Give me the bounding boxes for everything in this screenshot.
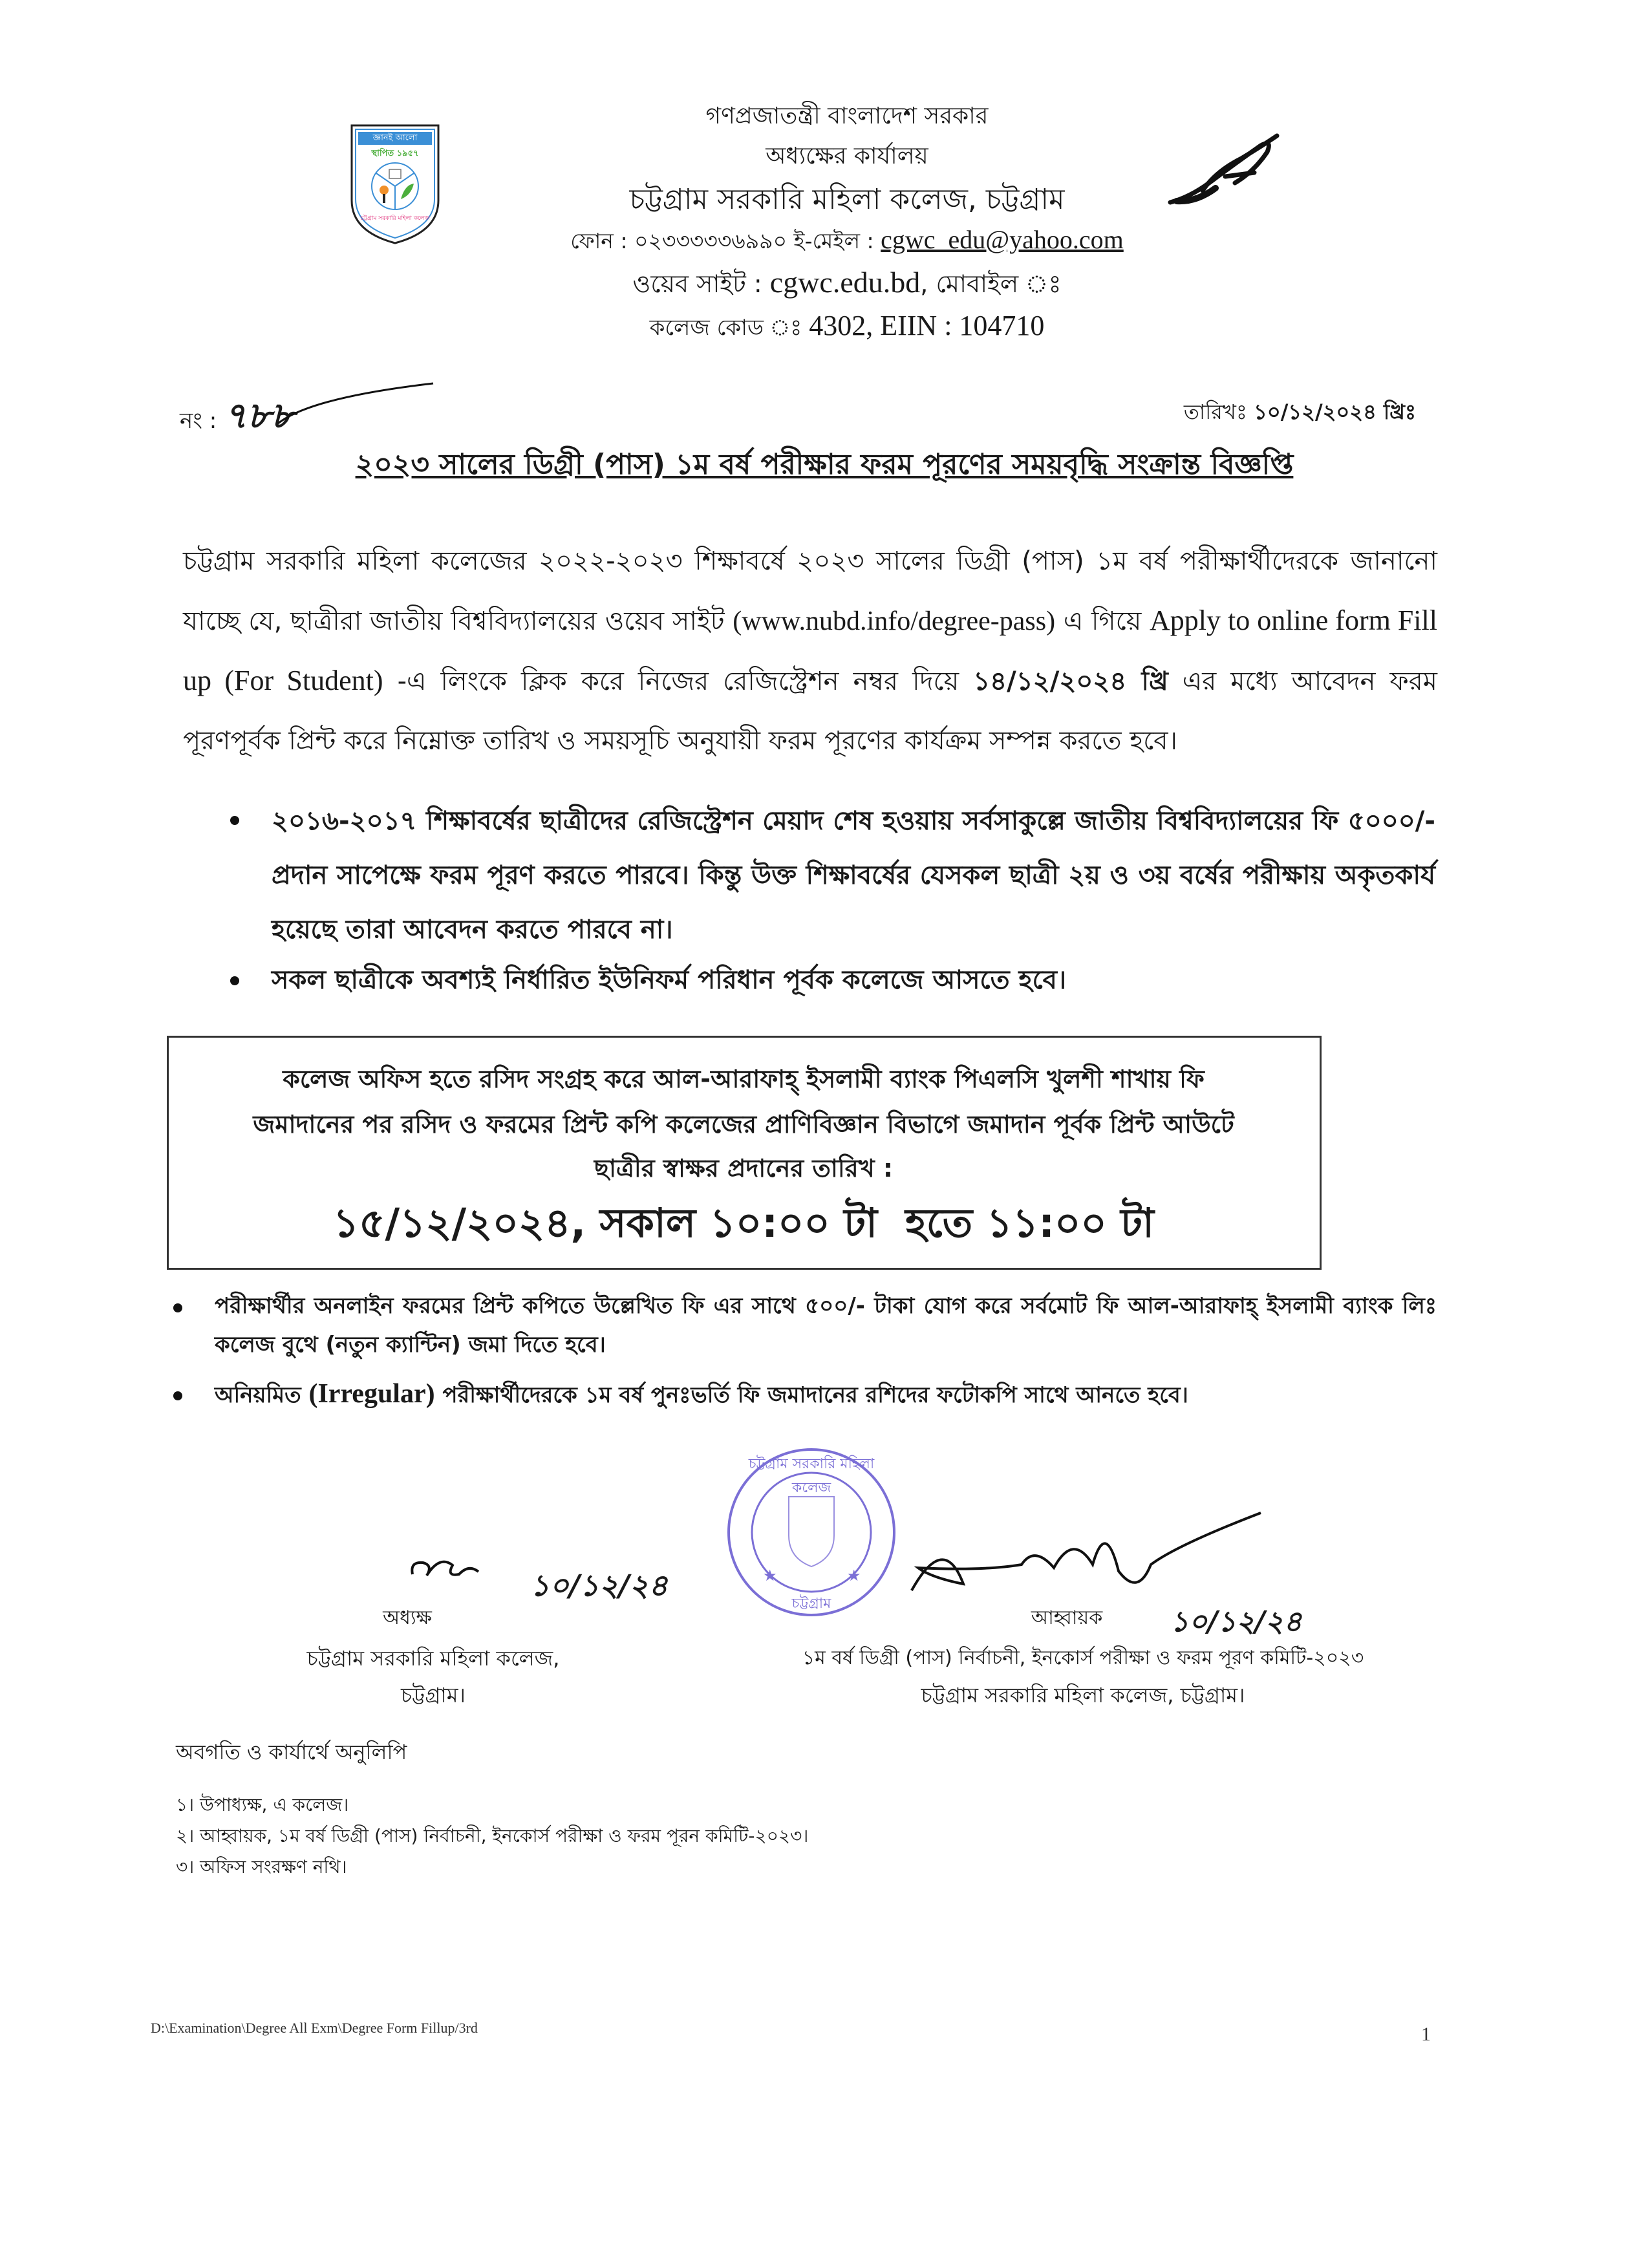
- code-value: 4302, EIIN : 104710: [809, 310, 1045, 341]
- date-value: ১০/১২/২০২৪ খ্রিঃ: [1254, 400, 1416, 424]
- date-label: তারিখঃ: [1183, 400, 1254, 424]
- body-intro: চট্টগ্রাম সরকারি মহিলা কলেজের ২০২২-২০২৩ শিক্ষাবর্ষে ২০২৩ সালের ডিগ্রী (পাস) ১ম বর্ষ পরীক্ষার্থীদেরকে জানানো যাচ্ছে যে, ছাত্রীরা জাতীয় বিশ্ববিদ্যালয়ের ওয়েব সাইট: [183, 546, 1437, 636]
- copies-heading: অবগতি ও কার্যার্থে অনুলিপি: [176, 1740, 407, 1764]
- bullet-fee-payment: পরীক্ষার্থীর অনলাইন ফরমের প্রিন্ট কপিতে উল্লেখিত ফি এর সাথে ৫০০/- টাকা যোগ করে সর্বমোট ফি আল-আরাফাহ্ ইসলামী ব্যাংক লিঃ কলেজ বুথে (নতুন ক্যান্টিন) জমা দিতে হবে।: [215, 1293, 1437, 1358]
- notice-body: [183, 531, 1437, 771]
- stamp-ring-text: চট্টগ্রাম সরকারি মহিলা কলেজ: [748, 1456, 875, 1496]
- memo-number-label: নং :: [180, 408, 224, 434]
- website-link[interactable]: cgwc.edu.bd: [769, 266, 921, 299]
- principal-signature: [407, 1548, 485, 1587]
- website-line: [453, 265, 1241, 306]
- body-deadline: ১৪/১২/২০২৪ খ্রি: [973, 667, 1168, 696]
- copy-item: ২। আহ্বায়ক, ১ম বর্ষ ডিগ্রী (পাস) নির্বাচনী, ইনকোর্স পরীক্ষা ও ফরম পূরন কমিটি-২০২৩।: [176, 1825, 809, 1846]
- body-goto: এ গিয়ে: [1055, 606, 1150, 636]
- logo-college-name: চট্টগ্রাম সরকারি মহিলা কলেজ: [360, 215, 430, 222]
- memo-date: [1157, 396, 1416, 431]
- logo-motto: জ্ঞানই আলো: [372, 133, 418, 143]
- body-rest: এর মধ্যে আবেদন ফরম পূরণপূর্বক প্রিন্ট করে নিম্নোক্ত তারিখ ও সময়সূচি অনুযায়ী ফরম পূরণের কার্যক্রম সম্পন্ন করতে হবে।: [183, 667, 1437, 756]
- convener-sign-date: ১০/১২/২৪: [1170, 1605, 1302, 1638]
- irregular-post: পরীক্ষার্থীদেরকে ১ম বর্ষ পুনঃভর্তি ফি জমাদানের রশিদের ফটোকপি সাথে আনতে হবে।: [434, 1382, 1188, 1408]
- body-link-name: Apply to online form Fill up (For Student): [183, 604, 1437, 696]
- initial-signature: [1164, 126, 1293, 210]
- bullet-irregular: [215, 1375, 1437, 1415]
- bullet-icon: [173, 1303, 182, 1312]
- irregular-en: (Irregular): [308, 1379, 435, 1409]
- code-label: কলেজ কোড ঃ: [649, 315, 809, 341]
- college-logo: [349, 123, 441, 246]
- bullet-icon: [230, 976, 239, 985]
- notice-title: ২০২৩ সালের ডিগ্রী (পাস) ১ম বর্ষ পরীক্ষার ফরম পূরণের সময়বৃদ্ধি সংক্রান্ত বিজ্ঞপ্তি: [355, 448, 1294, 481]
- page-number: 1: [1421, 2024, 1431, 2045]
- principal-title: অধ্যক্ষ: [383, 1607, 432, 1629]
- box-line-3: ছাত্রীর স্বাক্ষর প্রদানের তারিখ :: [594, 1154, 894, 1182]
- memo-number-stroke: [272, 378, 440, 430]
- convener-committee: ১ম বর্ষ ডিগ্রী (পাস) নির্বাচনী, ইনকোর্স পরীক্ষা ও ফরম পূরণ কমিটি-২০২৩: [802, 1647, 1364, 1669]
- convener-title: আহ্বায়ক: [1031, 1607, 1103, 1629]
- bullet-icon: [173, 1391, 182, 1400]
- body-instruction: -এ লিংকে ক্লিক করে নিজের রেজিস্ট্রেশন নম্বর দিয়ে: [383, 667, 974, 696]
- college-name: চট্টগ্রাম সরকারি মহিলা কলেজ, চট্টগ্রাম: [629, 183, 1065, 216]
- copies-list: [176, 1790, 808, 1883]
- website-label: ওয়েব সাইট :: [632, 270, 770, 298]
- irregular-pre: অনিয়মিত: [215, 1382, 309, 1408]
- box-line-2: জমাদানের পর রসিদ ও ফরমের প্রিন্ট কপি কলেজের প্রাণিবিজ্ঞান বিভাগে জমাদান পূর্বক প্রিন্ট আউটে: [253, 1110, 1234, 1139]
- principal-org: চট্টগ্রাম সরকারি মহিলা কলেজ,: [306, 1646, 560, 1671]
- bullet-uniform: সকল ছাত্রীকে অবশ্যই নির্ধারিত ইউনিফর্ম পরিধান পূর্বক কলেজে আসতে হবে।: [272, 965, 1067, 995]
- convener-org: চট্টগ্রাম সরকারি মহিলা কলেজ, চট্টগ্রাম।: [921, 1683, 1245, 1707]
- bullet-registration-expired: ২০১৬-২০১৭ শিক্ষাবর্ষের ছাত্রীদের রেজিস্ট্রেশন মেয়াদ শেষ হওয়ায় সর্বসাকুল্লে জাতীয় বিশ্ববিদ্যালয়ের ফি ৫০০০/- প্রদান সাপেক্ষে ফরম পূরণ করতে পারবে। কিন্তু উক্ত শিক্ষাবর্ষের যেসকল ছাত্রী ২য় ও ৩য় বর্ষের পরীক্ষায় অকৃতকার্য হয়েছে তারা আবেদন করতে পারবে না।: [272, 806, 1435, 945]
- copy-item: ৩। অফিস সংরক্ষণ নথি।: [176, 1856, 347, 1878]
- phone-label: ফোন : ০২৩৩৩৩৩৬৯৯০ ই-মেইল :: [570, 228, 881, 253]
- mobile-label: , মোবাইল ঃ: [920, 270, 1062, 298]
- copy-item: ১। উপাধ্যক্ষ, এ কলেজ।: [176, 1794, 349, 1815]
- svg-text:★: ★: [763, 1567, 777, 1585]
- principal-city: চট্টগ্রাম।: [401, 1683, 466, 1707]
- stamp-bottom-text: চট্টগ্রাম: [791, 1596, 831, 1612]
- file-path: D:\Examination\Degree All Exm\Degree Form Fillup/3rd: [151, 2020, 478, 2036]
- convener-signature: [905, 1506, 1267, 1603]
- svg-text:★: ★: [847, 1567, 861, 1585]
- logo-established: স্থাপিত ১৯৫৭: [371, 149, 419, 158]
- memo-number-value: ৭৮৮: [224, 394, 295, 437]
- college-seal-stamp: [724, 1445, 899, 1620]
- office-name: অধ্যক্ষের কার্যালয়: [766, 143, 928, 169]
- govt-name: গণপ্রজাতন্ত্রী বাংলাদেশ সরকার: [705, 103, 989, 129]
- principal-sign-date: ১০/১২/২৪: [530, 1568, 668, 1603]
- body-url[interactable]: (www.nubd.info/degree-pass): [733, 606, 1056, 636]
- box-line-1: কলেজ অফিস হতে রসিদ সংগ্রহ করে আল-আরাফাহ্ ইসলামী ব্যাংক পিএলসি খুলশী শাখায় ফি: [283, 1065, 1205, 1093]
- contact-line: [453, 224, 1241, 261]
- email-link[interactable]: cgwc_edu@yahoo.com: [881, 225, 1124, 254]
- bullet-icon: [230, 816, 239, 825]
- signing-schedule: ১৫/১২/২০২৪, সকাল ১০:০০ টা হতে ১১:০০ টা: [333, 1199, 1154, 1246]
- college-code-line: [453, 309, 1241, 348]
